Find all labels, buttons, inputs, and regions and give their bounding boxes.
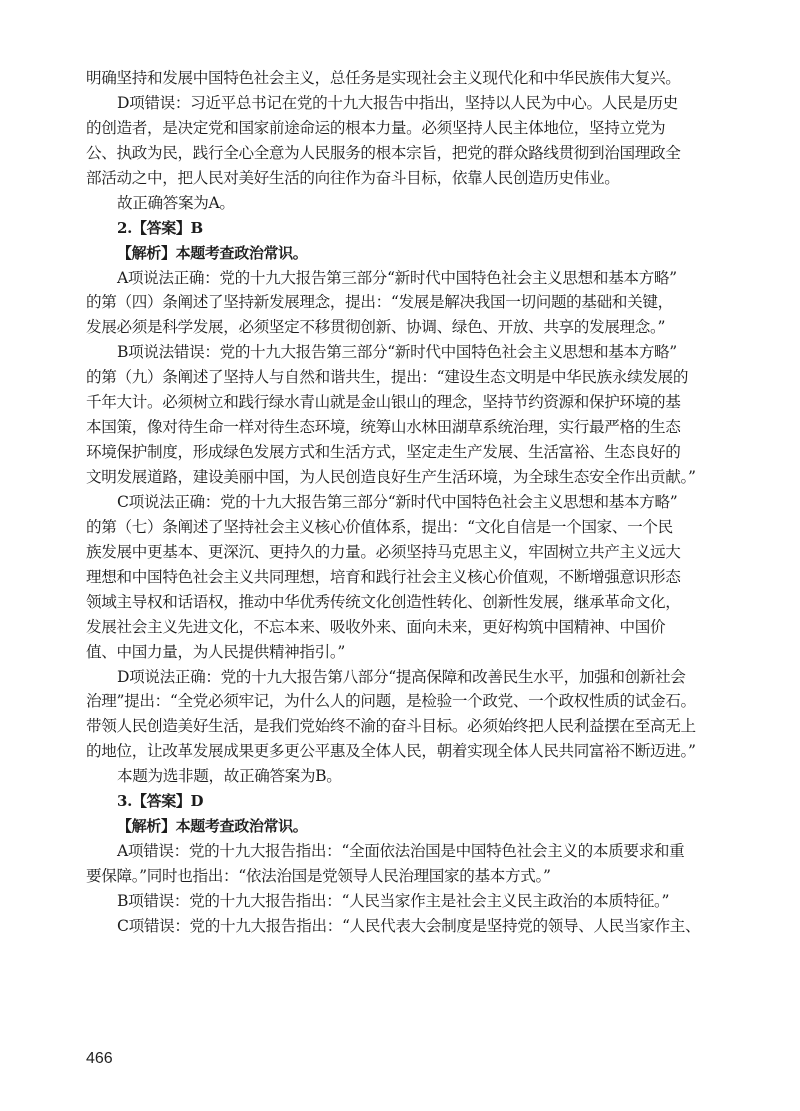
paragraph-line: 的第（九）条阐述了坚持人与自然和谐共生，提出：“建设生态文明是中华民族永续发展的	[86, 368, 689, 387]
paragraph-line: A项说法正确：党的十九大报告第三部分“新时代中国特色社会主义思想和基本方略”	[117, 268, 677, 287]
paragraph-line: 公、执政为民，践行全心全意为人民服务的根本宗旨，把党的群众路线贯彻到治国理政全	[86, 143, 681, 162]
paragraph-line: 部活动之中，把人民对美好生活的向往作为奋斗目标，依靠人民创造历史伟业。	[86, 168, 620, 187]
paragraph-line: D项错误：习近平总书记在党的十九大报告中指出，坚持以人民为中心。人民是历史	[117, 93, 678, 112]
paragraph-line: 千年大计。必须树立和践行绿水青山就是金山银山的理念，坚持节约资源和保护环境的基	[86, 393, 681, 412]
paragraph-line: 明确坚持和发展中国特色社会主义，总任务是实现社会主义现代化和中华民族伟大复兴。	[86, 69, 681, 87]
paragraph-line: 发展必须是科学发展，必须坚定不移贯彻创新、协调、绿色、开放、共享的发展理念。”	[86, 318, 666, 337]
paragraph-line: D项说法正确：党的十九大报告第八部分“提高保障和改善民生水平，加强和创新社会	[117, 667, 686, 686]
paragraph-line: 本题为选非题，故正确答案为B。	[117, 767, 342, 786]
paragraph-line: 的第（七）条阐述了坚持社会主义核心价值体系，提出：“文化自信是一个国家、一个民	[86, 517, 673, 536]
paragraph-line: 2.【答案】B	[117, 218, 203, 237]
paragraph-line: 的第（四）条阐述了坚持新发展理念，提出：“发展是解决我国一切问题的基础和关键，	[86, 293, 673, 312]
paragraph-line: 【解析】本题考查政治常识。	[117, 243, 308, 262]
paragraph-line: 发展社会主义先进文化，不忘本来、吸收外来、面向未来，更好构筑中国精神、中国价	[86, 617, 666, 636]
paragraph-line: 【解析】本题考查政治常识。	[117, 817, 308, 836]
paragraph-line: 领域主导权和话语权，推动中华优秀传统文化创造性转化、创新性发展，继承革命文化，	[86, 592, 681, 611]
page-number: 466	[86, 1050, 113, 1067]
paragraph-line: 文明发展道路，建设美丽中国，为人民创造良好生产生活环境，为全球生态安全作出贡献。”	[86, 468, 696, 486]
paragraph-line: 故正确答案为A。	[117, 193, 235, 212]
paragraph-line: 的地位，让改革发展成果更多更公平惠及全体人民，朝着实现全体人民共同富裕不断迈进。”	[86, 742, 696, 761]
paragraph-line: B项说法错误：党的十九大报告第三部分“新时代中国特色社会主义思想和基本方略”	[117, 343, 677, 362]
paragraph-line: 理想和中国特色社会主义共同理想，培育和践行社会主义核心价值观，不断增强意识形态	[86, 567, 681, 586]
paragraph-line: 的创造者，是决定党和国家前途命运的根本力量。必须坚持人民主体地位，坚持立党为	[86, 118, 666, 137]
paragraph-line: B项错误：党的十九大报告指出：“人民当家作主是社会主义民主政治的本质特征。”	[117, 891, 670, 910]
paragraph-line: 本国策，像对待生命一样对待生态环境，统筹山水林田湖草系统治理，实行最严格的生态	[86, 418, 681, 437]
paragraph-line: 要保障。”同时也指出：“依法治国是党领导人民治理国家的基本方式。”	[86, 867, 551, 885]
page-body	[86, 66, 708, 939]
paragraph-line: 3.【答案】D	[117, 792, 204, 811]
paragraph-line: A项错误：党的十九大报告指出：“全面依法治国是中国特色社会主义的本质要求和重	[117, 842, 685, 861]
paragraph-line: 值、中国力量，为人民提供精神指引。”	[86, 642, 345, 661]
paragraph-line: 族发展中更基本、更深沉、更持久的力量。必须坚持马克思主义，牢固树立共产主义远大	[86, 542, 681, 561]
paragraph-line: 环境保护制度，形成绿色发展方式和生活方式，坚定走生产发展、生活富裕、生态良好的	[86, 443, 681, 462]
paragraph-line: C项错误：党的十九大报告指出：“人民代表大会制度是坚持党的领导、人民当家作主、	[117, 916, 701, 935]
paragraph-line: C项说法正确：党的十九大报告第三部分“新时代中国特色社会主义思想和基本方略”	[117, 492, 678, 511]
paragraph-line: 治理”提出：“全党必须牢记，为什么人的问题，是检验一个政党、一个政权性质的试金石。	[86, 692, 696, 711]
paragraph-line: 带领人民创造美好生活，是我们党始终不渝的奋斗目标。必须始终把人民利益摆在至高无上	[86, 717, 696, 736]
